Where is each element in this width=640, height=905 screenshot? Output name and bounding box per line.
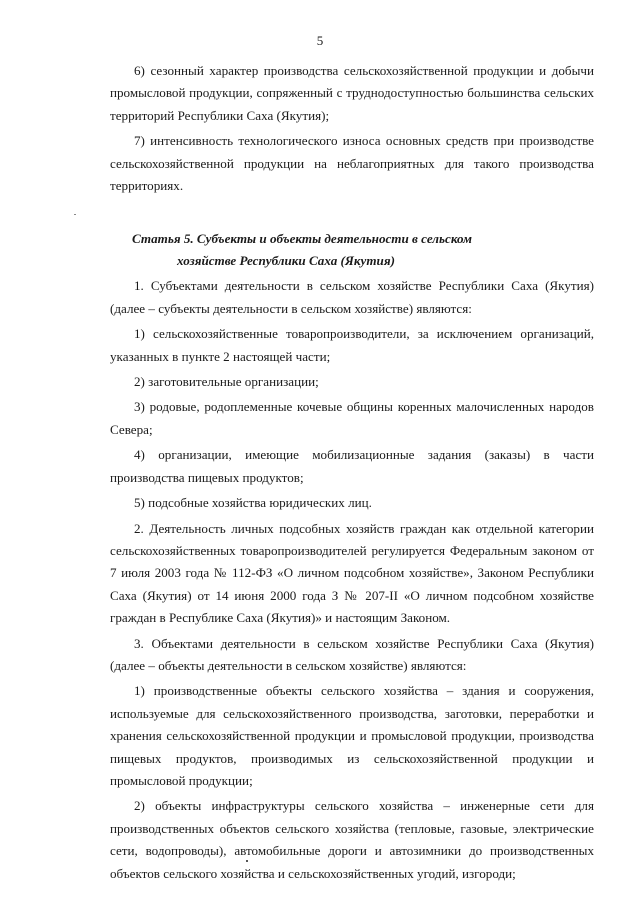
paragraph-subjects: 1. Субъектами деятельности в сельском хозяйстве Республики Саха (Якутия) (далее – субъекты деятельности в сельском хозяйстве) являются:: [110, 278, 594, 316]
document-body: [110, 60, 594, 885]
article-heading-line-2: хозяйстве Республики Саха (Якутия): [177, 253, 395, 269]
article-heading-line-1: Статья 5. Субъекты и объекты деятельности в сельском: [132, 231, 472, 247]
list-item: 2) объекты инфраструктуры сельского хозяйства – инженерные сети для производственных объектов сельского хозяйства (тепловые, газовые, электрические сети, водопроводы), автомобильные дороги и автозимники до производственных объектов сельского хозяйства и сельскохозяйственных угодий, изгороди;: [110, 798, 594, 881]
list-item: 2) заготовительные организации;: [134, 374, 319, 390]
list-item: 4) организации, имеющие мобилизационные задания (заказы) в части производства пищевых продуктов;: [110, 447, 594, 485]
page-number: 5: [316, 33, 324, 48]
list-item: 5) подсобные хозяйства юридических лиц.: [134, 495, 372, 511]
article-heading: [110, 228, 594, 272]
list-item: 1) сельскохозяйственные товаропроизводители, за исключением организаций, указанных в пункте 2 настоящей части;: [110, 326, 594, 364]
scan-mark: [246, 860, 248, 862]
section-gap: [110, 200, 594, 228]
paragraph-personal-farms: 2. Деятельность личных подсобных хозяйств граждан как отдельной категории сельскохозяйственных товаропроизводителей регулируется Федеральным законом от 7 июля 2003 года № 112-ФЗ «О личном подсобном хозяйстве», Законом Республики Саха (Якутия) от 14 июня 2000 года З № 207-II «О личном подсобном хозяйстве граждан в Республике Саха (Якутия)» и настоящим Законом.: [110, 520, 594, 626]
margin-mark: [74, 214, 76, 215]
list-item: 7) интенсивность технологического износа основных средств при производстве сельскохозяйственной продукции на неблагоприятных для такого производства территориях.: [110, 133, 594, 194]
list-item: 3) родовые, родоплеменные кочевые общины коренных малочисленных народов Севера;: [110, 399, 594, 437]
list-item: 6) сезонный характер производства сельскохозяйственной продукции и добычи промысловой продукции, сопряженный с труднодоступностью большинства сельских территорий Республики Саха (Якутия);: [110, 63, 594, 123]
list-item: 1) производственные объекты сельского хозяйства – здания и сооружения, используемые для сельскохозяйственного производства, заготовки, переработки и хранения сельскохозяйственной продукции и промысловой продукции, производства пищевых продуктов, производимых из сельскохозяйственной продукции и промысловой продукции;: [110, 683, 594, 788]
paragraph-objects: 3. Объектами деятельности в сельском хозяйстве Республики Саха (Якутия) (далее – объекты деятельности в сельском хозяйстве) являются:: [110, 635, 594, 673]
